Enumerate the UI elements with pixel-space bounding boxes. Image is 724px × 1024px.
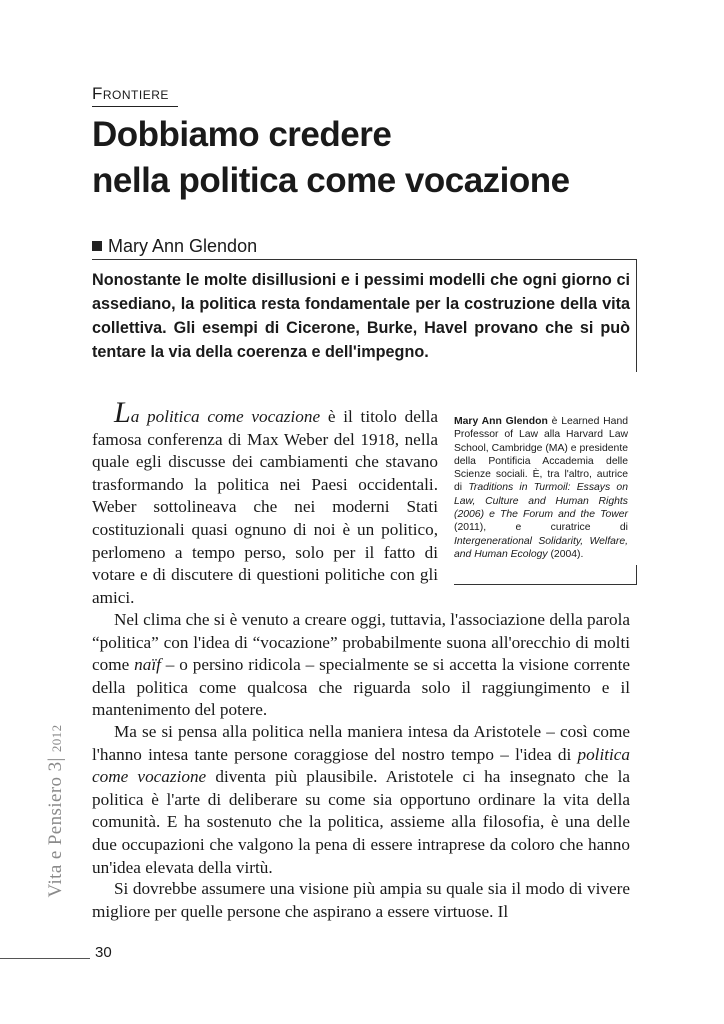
paragraph-2-text-a: Nel clima che si è venuto a creare oggi, tuttavia, l'associazione della parola “politica” con l'idea di “vocazione” probabilmente suona all'orecchio di molti come xyxy=(92,610,630,675)
bio-text-2: (2011), e curatrice di xyxy=(454,522,628,534)
paragraph-3-text-b: diventa più plausibile. Aristotele ci ha insegnato che la politica è l'arte di deliberare su come sia opportuno ordinare la vita della comunità. E ha sostenuto che la politica, assieme alla filosofia, è una delle due occupazioni che valgono la pena di essere intraprese da coloro che hanno un'idea elevata della virtù. xyxy=(92,767,630,877)
abstract-rule-vertical xyxy=(636,259,637,372)
dropcap: L xyxy=(114,396,131,429)
bio-rule xyxy=(454,584,637,585)
bio-name: Mary Ann Glendon xyxy=(454,416,548,427)
abstract: Nonostante le molte disillusioni e i pessimi modelli che ogni giorno ci assediano, la politica resta fondamentale per la costruzione della vita collettiva. Gli esempi di Cicerone, Burke, Havel provano che si può tentare la via della coerenza e dell'impegno. xyxy=(92,271,630,361)
paragraph-3-text-a: Ma se si pensa alla politica nella maniera intesa da Aristotele – così come l'hanno intesa tante persone coraggiose del nostro tempo – l'idea di xyxy=(92,722,630,764)
bio-text-3: (2004). xyxy=(547,548,584,560)
paragraph-1 xyxy=(92,396,439,609)
section-rule xyxy=(92,106,178,107)
journal-margin-label xyxy=(44,698,68,924)
journal-name: Vita e Pensiero 3| xyxy=(45,757,66,898)
bio-book-2: Intergenerational Solidarity, Welfare, and Human Ecology xyxy=(454,535,628,560)
paragraph-3 xyxy=(92,721,630,879)
paragraph-1-italic: a politica come vocazione xyxy=(130,407,321,426)
paragraph-2-text-b: – o persino ridicola – specialmente se si accetta la visione corrente della politica come qualcosa che riguarda solo il raggiungimento e il mantenimento del potere. xyxy=(92,655,630,720)
article-title xyxy=(92,112,692,204)
author-name: Mary Ann Glendon xyxy=(108,236,258,256)
author-bio xyxy=(454,415,628,561)
paragraph-4: Si dovrebbe assumere una visione più ampia su quale sia il modo di vivere migliore per quelle persone che aspirano a essere virtuose. Il xyxy=(92,879,630,921)
bullet-square-icon xyxy=(92,241,102,251)
abstract-rule xyxy=(92,259,637,260)
paragraph-2-italic: naïf xyxy=(134,655,161,675)
author-line xyxy=(92,236,257,257)
page-number-rule xyxy=(0,958,90,959)
journal-year: 2012 xyxy=(49,724,64,753)
title-line-2: nella politica come vocazione xyxy=(92,161,570,200)
paragraph-1-text: è il titolo della famosa conferenza di Max Weber del 1918, nella quale egli discusse dei cambiamenti che stavano trasformando la politica nei Paesi occidentali. Weber sottolineava che nei moderni Stati costituzionali quasi ognuno di noi è un politico, perlomeno a tempo perso, solo per il fatto di votare e di discutere di questioni politiche con gli amici. xyxy=(92,407,439,607)
page-number: 30 xyxy=(95,944,112,961)
paragraph-2 xyxy=(92,609,630,722)
bio-text-1: è Learned Hand Professor of Law alla Harvard Law School, Cambridge (MA) e presidente della Pontificia Accademia delle Scienze sociali. È, tra l'altro, autrice di xyxy=(454,416,628,494)
section-label: Frontiere xyxy=(92,84,169,103)
bio-rule-vertical xyxy=(636,565,637,585)
paragraph-3-italic: politica come vocazione xyxy=(92,744,630,787)
title-line-1: Dobbiamo credere xyxy=(92,115,392,154)
bio-book-1: Traditions in Turmoil: Essays on Law, Culture and Human Rights (2006) e The Forum and the Tower xyxy=(454,482,628,521)
